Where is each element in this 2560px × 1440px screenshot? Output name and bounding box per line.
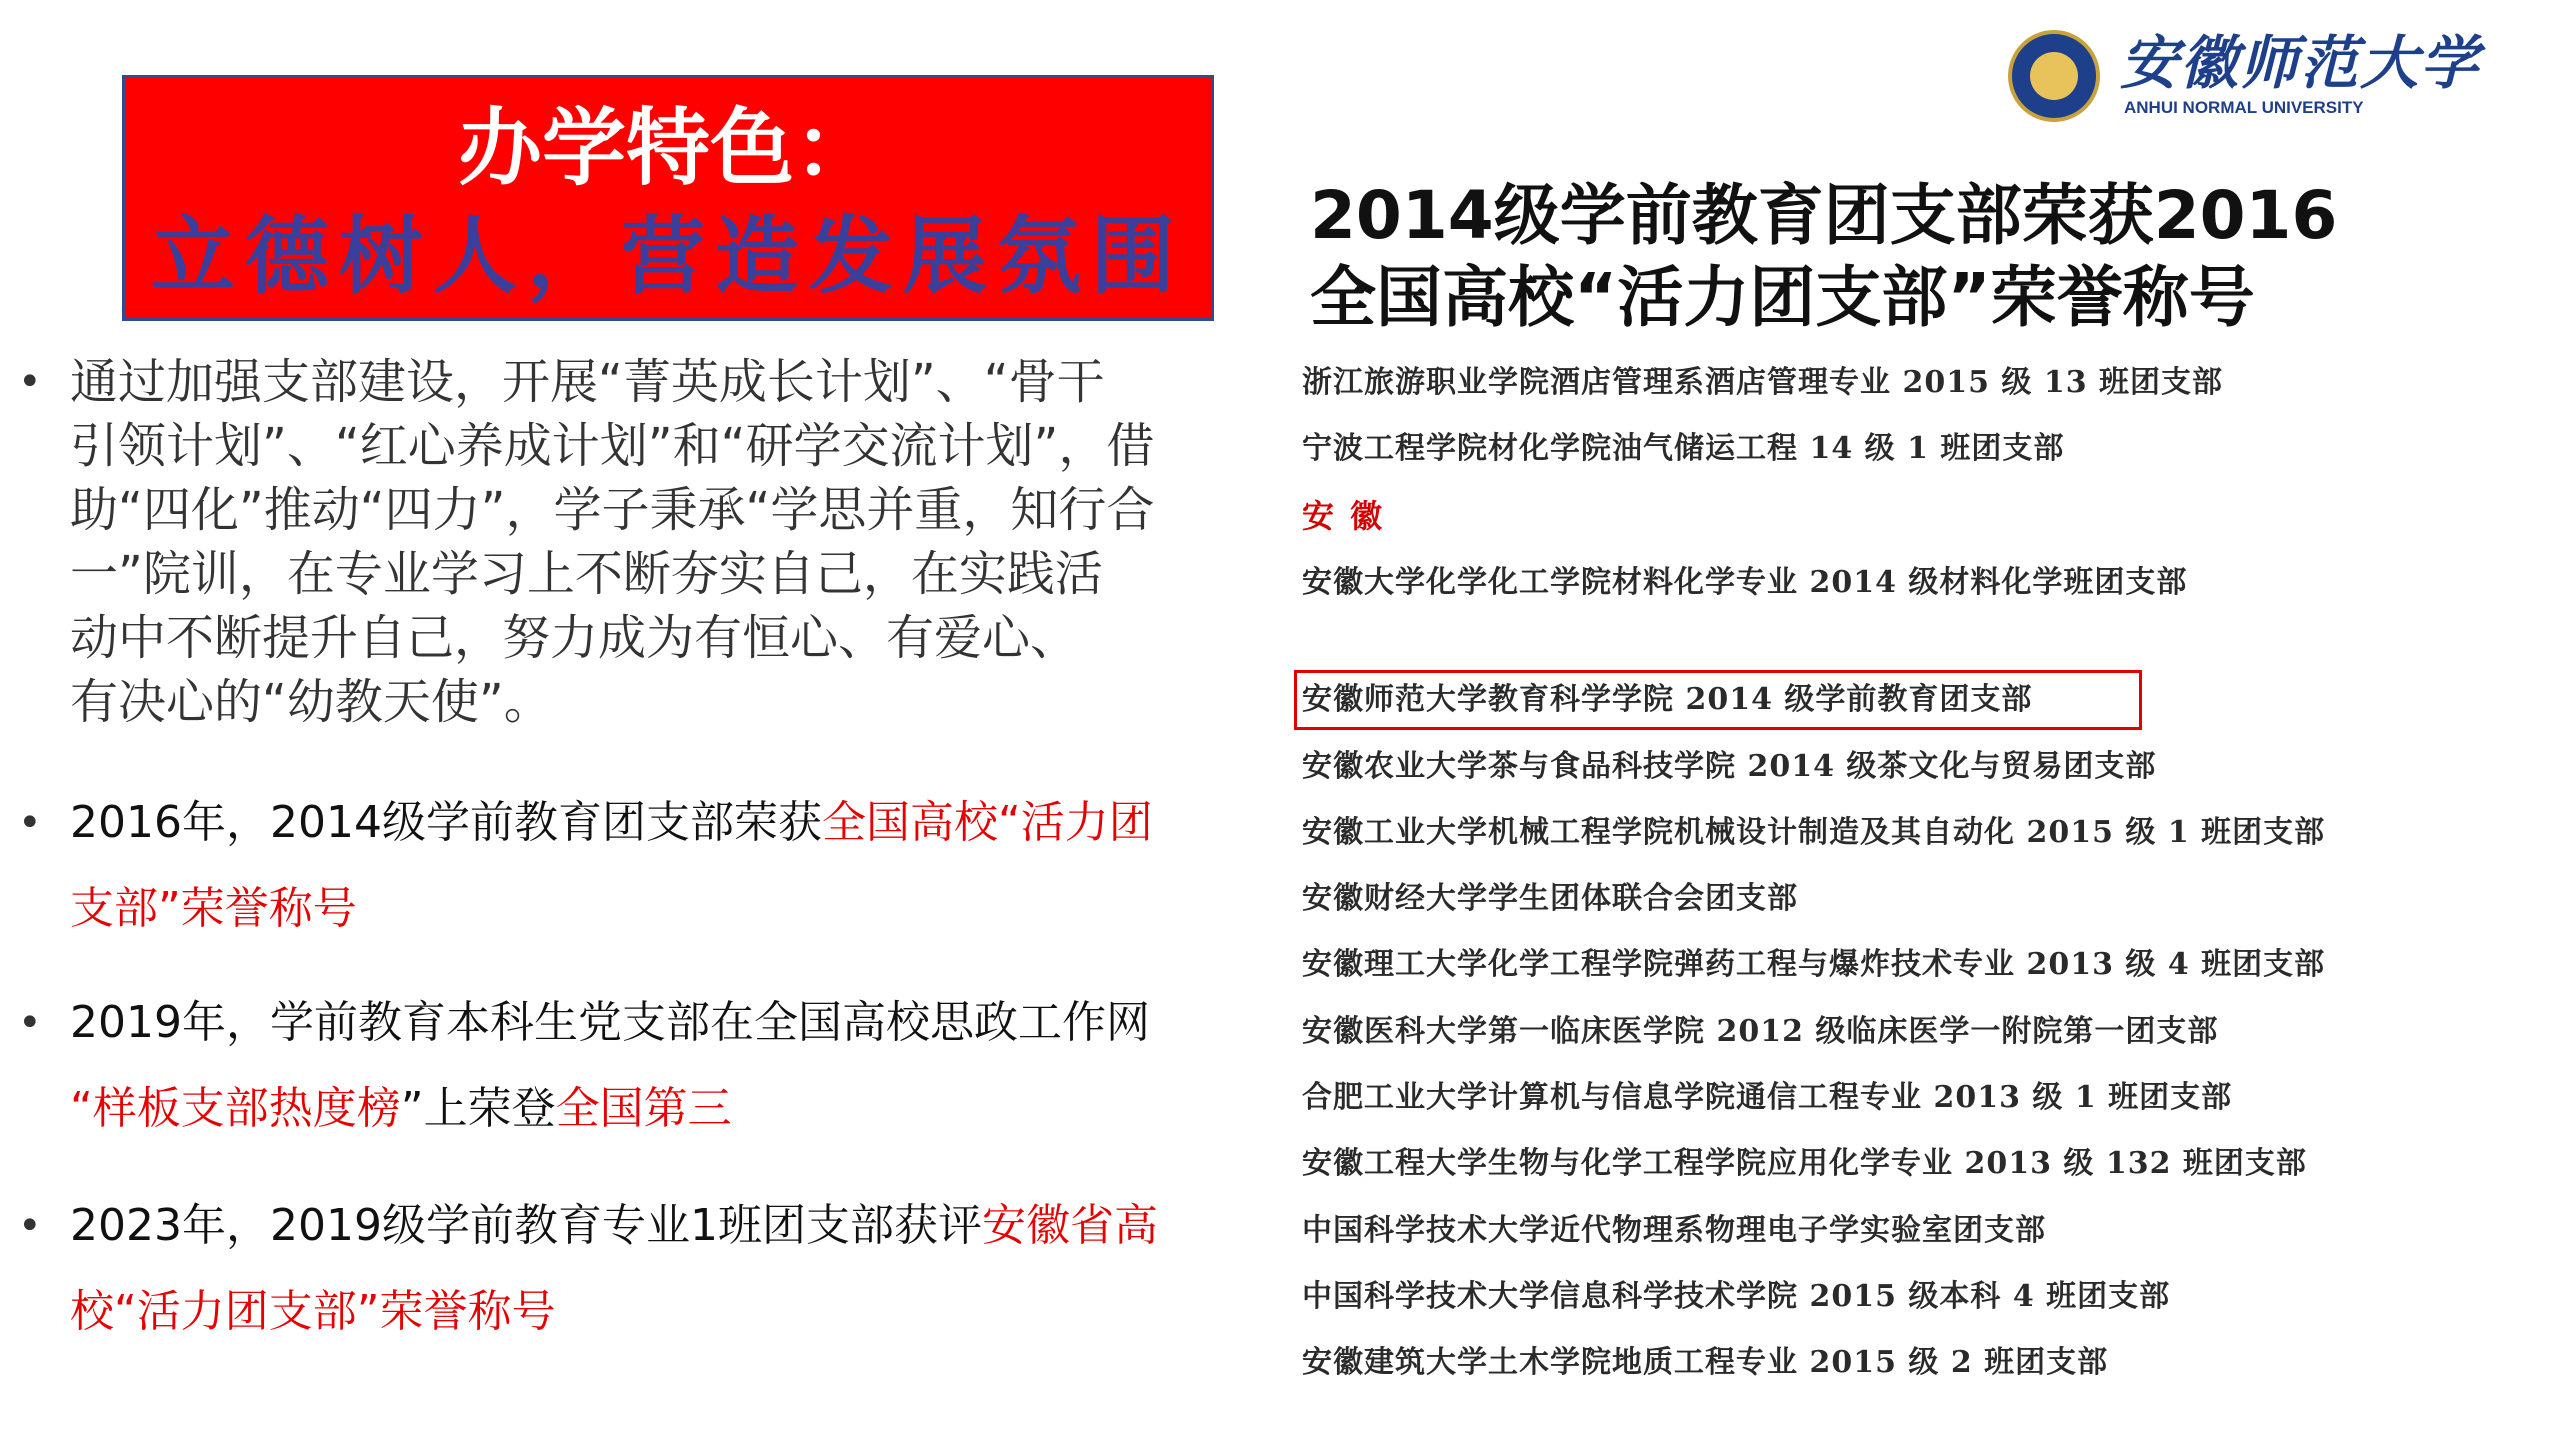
intro-line: 通过加强支部建设，开展“菁英成长计划”、“骨干 [70,354,1105,410]
document-line: 安徽建筑大学土木学院地质工程专业 2015 级 2 班团支部 [1302,1345,2109,1380]
document-line: 安徽农业大学茶与食品科技学院 2014 级茶文化与贸易团支部 [1302,749,2157,784]
achievement-text: 2023年，2019级学前教育专业1班团支部获评 [70,1200,982,1251]
intro-text [70,350,1260,734]
title-banner [122,75,1214,321]
document-line: 合肥工业大学计算机与信息学院通信工程专业 2013 级 1 班团支部 [1302,1080,2233,1115]
document-line: 安徽工程大学生物与化学工程学院应用化学专业 2013 级 132 班团支部 [1302,1146,2307,1181]
award-document-scan [1282,350,2462,1400]
award-heading-line-1: 2014级学前教育团支部荣获2016 [1310,177,2338,254]
document-line: 安徽大学化学化工学院材料化学专业 2014 级材料化学班团支部 [1302,565,2188,600]
award-heading-line-2: 全国高校“活力团支部”荣誉称号 [1310,259,2255,336]
bullet-dot-icon: • [18,359,42,405]
title-line-1: 办学特色： [457,99,878,197]
document-line: 安徽工业大学机械工程学院机械设计制造及其自动化 2015 级 1 班团支部 [1302,815,2326,850]
award-heading [1310,175,2490,339]
intro-line: 引领计划”、“红心养成计划”和“研学交流计划”，借 [70,418,1155,474]
achievement-highlight: 校“活力团支部”荣誉称号 [70,1286,556,1337]
document-line: 中国科学技术大学近代物理系物理电子学实验室团支部 [1302,1213,2046,1248]
intro-line: 有决心的“幼教天使”。 [70,674,552,730]
achievement-highlight: 安徽省高 [981,1200,1158,1251]
achievement-highlight: 全国高校“活力团 [821,797,1153,848]
document-line: 安徽医科大学第一临床医学院 2012 级临床医学一附院第一团支部 [1302,1014,2219,1049]
document-section-heading: 安徽 [1302,497,1399,535]
intro-line: 动中不断提升自己，努力成为有恒心、有爱心、 [70,610,1079,666]
achievement-highlight: 全国第三 [555,1083,732,1134]
university-seal-icon [2008,30,2100,122]
university-name-en: ANHUI NORMAL UNIVERSITY [2124,98,2364,117]
university-name-cn: 安徽师范大学 [2120,29,2481,97]
intro-line: 一”院训，在专业学习上不断夯实自己，在实践活 [70,546,1103,602]
bullet-dot-icon: • [18,800,42,846]
achievement-text: 2019年，学前教育本科生党支部在全国高校思政工作网 [70,997,1150,1048]
document-line: 浙江旅游职业学院酒店管理系酒店管理专业 2015 级 13 班团支部 [1302,365,2224,400]
intro-line: 助“四化”推动“四力”，学子秉承“学思并重，知行合 [70,482,1155,538]
document-line: 安徽理工大学化学工程学院弹药工程与爆炸技术专业 2013 级 4 班团支部 [1302,947,2326,982]
achievement-highlight: “样板支部热度榜 [70,1083,401,1134]
university-logo [2008,29,2481,130]
document-line-highlighted: 安徽师范大学教育科学学院 2014 级学前教育团支部 [1302,682,2033,717]
bullet-dot-icon: • [18,1203,42,1249]
achievement-highlight: 支部”荣誉称号 [70,883,357,934]
document-line: 安徽财经大学学生团体联合会团支部 [1302,881,1798,916]
title-line-2: 立德树人，营造发展氛围 [150,207,1185,305]
document-line: 宁波工程学院材化学院油气储运工程 14 级 1 班团支部 [1302,431,2065,466]
achievement-text: ”上荣登 [400,1083,556,1134]
achievement-text: 2016年，2014级学前教育团支部荣获 [70,797,822,848]
document-line: 中国科学技术大学信息科学技术学院 2015 级本科 4 班团支部 [1302,1279,2171,1314]
bullet-dot-icon: • [18,1000,42,1046]
